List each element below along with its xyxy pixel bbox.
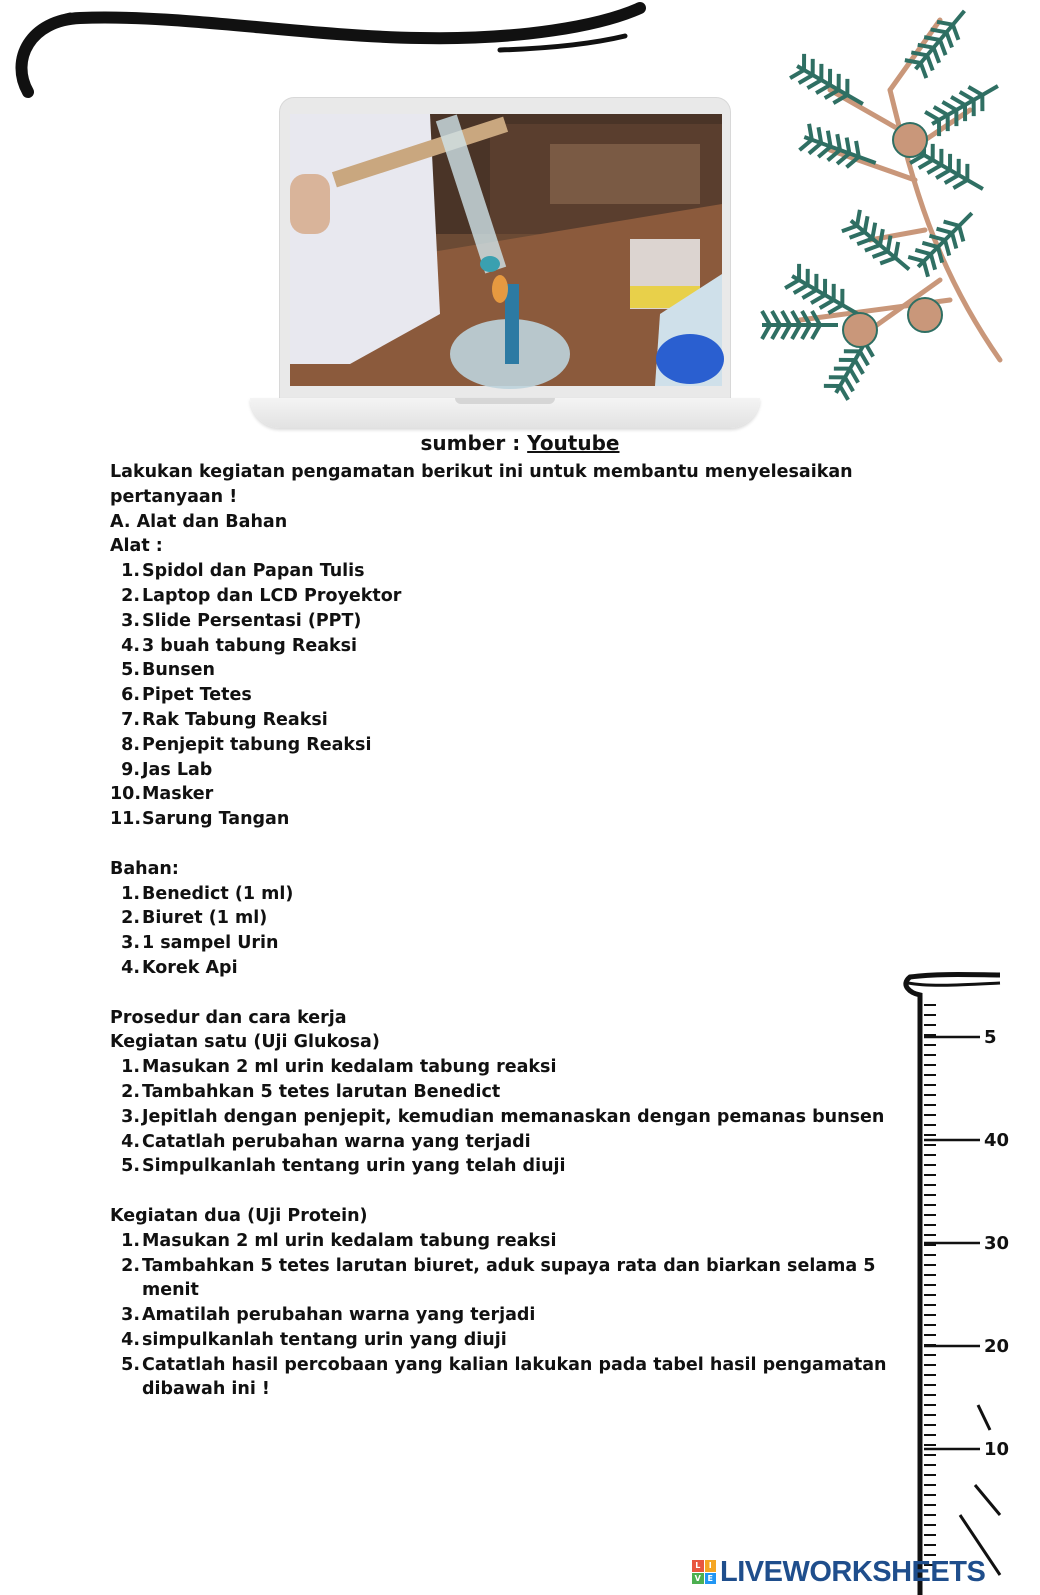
list-item-number: 3. bbox=[121, 1305, 140, 1326]
list-item-number: 2. bbox=[121, 1255, 140, 1276]
list-item bbox=[110, 559, 910, 584]
list-item bbox=[110, 708, 910, 733]
beaker-mark-label: 10 bbox=[984, 1439, 1010, 1460]
list-item-text: Laptop dan LCD Proyektor bbox=[142, 585, 402, 606]
list-item-text: Catatlah perubahan warna yang terjadi bbox=[142, 1131, 531, 1152]
list-item bbox=[110, 1303, 910, 1328]
pine-branch-illustration bbox=[740, 0, 1000, 410]
list-item bbox=[110, 931, 910, 956]
list-item-number: 5. bbox=[121, 1156, 140, 1177]
list-item bbox=[110, 807, 910, 832]
liveworksheets-logo[interactable] bbox=[692, 1555, 1002, 1589]
list-item bbox=[110, 758, 910, 783]
list-item-text: Masker bbox=[142, 784, 214, 805]
prosedur-heading: Prosedur dan cara kerja bbox=[110, 1007, 347, 1028]
list-item bbox=[110, 609, 910, 634]
lab-photo bbox=[290, 114, 722, 386]
list-item-number: 4. bbox=[121, 635, 140, 656]
logo-text: LIVEWORKSHEETS bbox=[720, 1555, 986, 1588]
logo-letter: E bbox=[705, 1573, 717, 1585]
list-item-text: Penjepit tabung Reaksi bbox=[142, 734, 372, 755]
beaker-mark-label: 5 bbox=[984, 1027, 997, 1048]
list-item-text: Tambahkan 5 tetes larutan Benedict bbox=[142, 1081, 501, 1102]
list-item bbox=[110, 1353, 910, 1403]
list-item bbox=[110, 658, 910, 683]
list-item bbox=[110, 1080, 910, 1105]
list-item-number: 2. bbox=[121, 908, 140, 929]
kegiatan1-list bbox=[110, 1055, 910, 1179]
caption-prefix: sumber : bbox=[420, 431, 528, 455]
list-item-text: Slide Persentasi (PPT) bbox=[142, 610, 362, 631]
list-item bbox=[110, 733, 910, 758]
list-item bbox=[110, 782, 910, 807]
list-item-text: Rak Tabung Reaksi bbox=[142, 709, 328, 730]
bahan-list bbox=[110, 882, 910, 981]
list-item bbox=[110, 1154, 910, 1179]
list-item bbox=[110, 584, 910, 609]
list-item bbox=[110, 683, 910, 708]
beaker-mark-label: 20 bbox=[984, 1336, 1010, 1357]
list-item-text: Jepitlah dengan penjepit, kemudian memanaskan dengan pemanas bunsen bbox=[142, 1106, 885, 1127]
list-item-text: Benedict (1 ml) bbox=[142, 883, 294, 904]
beaker-mark-label: 40 bbox=[984, 1130, 1010, 1151]
list-item-number: 1. bbox=[121, 883, 140, 904]
intro-text: Lakukan kegiatan pengamatan berikut ini untuk membantu menyelesaikan pertanyaan ! bbox=[110, 462, 853, 507]
list-item-text: 3 buah tabung Reaksi bbox=[142, 635, 358, 656]
bahan-heading: Bahan: bbox=[110, 858, 179, 879]
list-item-number: 1. bbox=[121, 561, 140, 582]
list-item-text: Bunsen bbox=[142, 660, 215, 681]
list-item-text: Masukan 2 ml urin kedalam tabung reaksi bbox=[142, 1230, 557, 1251]
list-item-text: Simpulkanlah tentang urin yang telah diuji bbox=[142, 1156, 566, 1177]
list-item-text: Pipet Tetes bbox=[142, 685, 252, 706]
logo-letter: L bbox=[692, 1560, 704, 1572]
list-item-number: 2. bbox=[121, 585, 140, 606]
list-item-text: Spidol dan Papan Tulis bbox=[142, 561, 365, 582]
list-item bbox=[110, 1105, 910, 1130]
list-item bbox=[110, 906, 910, 931]
list-item-number: 3. bbox=[121, 933, 140, 954]
brush-stroke-decoration bbox=[0, 0, 660, 110]
list-item-number: 3. bbox=[121, 1106, 140, 1127]
list-item-number: 3. bbox=[121, 610, 140, 631]
list-item-text: Jas Lab bbox=[142, 759, 213, 780]
list-item-number: 10. bbox=[110, 784, 142, 805]
list-item bbox=[110, 1254, 910, 1304]
list-item bbox=[110, 1130, 910, 1155]
logo-letter: I bbox=[705, 1560, 717, 1572]
beaker-illustration bbox=[900, 975, 1010, 1595]
list-item-number: 8. bbox=[121, 734, 140, 755]
section-a-heading: A. Alat dan Bahan bbox=[110, 511, 288, 532]
source-link[interactable]: Youtube bbox=[527, 431, 620, 455]
list-item bbox=[110, 882, 910, 907]
list-item-number: 1. bbox=[121, 1057, 140, 1078]
list-item-number: 4. bbox=[121, 1131, 140, 1152]
list-item-number: 11. bbox=[110, 809, 142, 830]
alat-list bbox=[110, 559, 910, 832]
list-item-text: Amatilah perubahan warna yang terjadi bbox=[142, 1305, 536, 1326]
worksheet-content bbox=[110, 460, 910, 1402]
list-item-number: 5. bbox=[121, 1354, 140, 1375]
logo-letter: V bbox=[692, 1573, 704, 1585]
list-item-text: 1 sampel Urin bbox=[142, 933, 279, 954]
list-item-number: 2. bbox=[121, 1081, 140, 1102]
list-item-number: 9. bbox=[121, 759, 140, 780]
list-item bbox=[110, 634, 910, 659]
kegiatan2-list bbox=[110, 1229, 910, 1403]
alat-heading: Alat : bbox=[110, 536, 163, 557]
image-caption bbox=[0, 431, 1040, 455]
beaker-mark-label: 30 bbox=[984, 1233, 1010, 1254]
list-item-number: 4. bbox=[121, 957, 140, 978]
list-item-text: Korek Api bbox=[142, 957, 238, 978]
kegiatan1-heading: Kegiatan satu (Uji Glukosa) bbox=[110, 1032, 380, 1053]
list-item-number: 5. bbox=[121, 660, 140, 681]
laptop-notch bbox=[455, 398, 555, 404]
list-item-text: Tambahkan 5 tetes larutan biuret, aduk supaya rata dan biarkan selama 5 menit bbox=[142, 1255, 876, 1301]
list-item bbox=[110, 1055, 910, 1080]
logo-mark-icon bbox=[692, 1560, 716, 1584]
list-item-number: 4. bbox=[121, 1329, 140, 1350]
list-item bbox=[110, 1229, 910, 1254]
list-item-number: 6. bbox=[121, 685, 140, 706]
list-item-text: simpulkanlah tentang urin yang diuji bbox=[142, 1329, 507, 1350]
list-item-text: Catatlah hasil percobaan yang kalian lakukan pada tabel hasil pengamatan dibawah ini ! bbox=[142, 1354, 887, 1400]
list-item-number: 7. bbox=[121, 709, 140, 730]
list-item-text: Biuret (1 ml) bbox=[142, 908, 268, 929]
kegiatan2-heading: Kegiatan dua (Uji Protein) bbox=[110, 1205, 368, 1226]
list-item bbox=[110, 1328, 910, 1353]
list-item-text: Sarung Tangan bbox=[142, 809, 290, 830]
list-item-text: Masukan 2 ml urin kedalam tabung reaksi bbox=[142, 1057, 557, 1078]
list-item-number: 1. bbox=[121, 1230, 140, 1251]
list-item bbox=[110, 956, 910, 981]
